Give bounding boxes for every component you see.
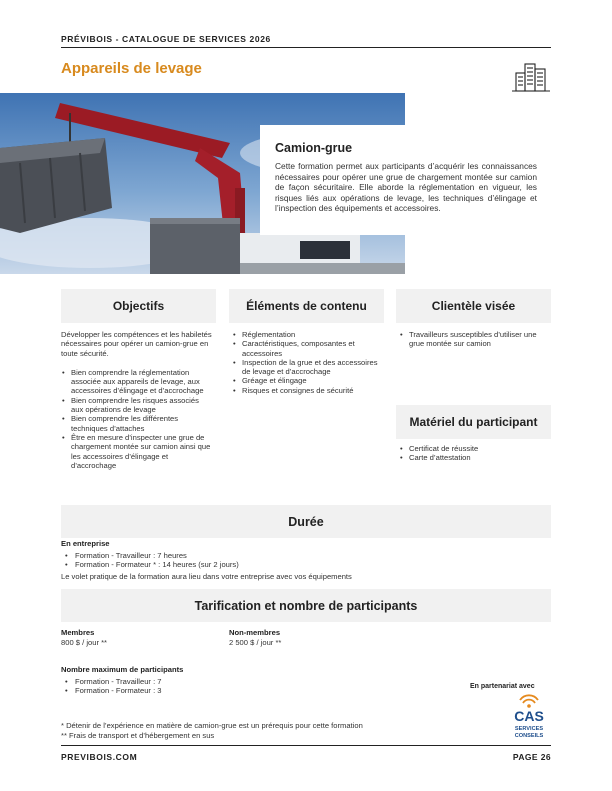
list-item: • Certificat de réussite <box>399 444 549 453</box>
contenu-block <box>232 330 382 395</box>
footnote-2: ** Frais de transport et d’hébergement en sus <box>61 731 215 740</box>
objectifs-heading: Objectifs <box>61 289 216 323</box>
website-link[interactable]: PREVIBOIS.COM <box>61 752 138 762</box>
intro-card <box>260 125 551 235</box>
list-item: • Bien comprendre la réglementation associée aux appareils de levage, aux accessoires d’élingage et d’accrochage <box>61 368 213 396</box>
duree-note: Le volet pratique de la formation aura lieu dans votre entreprise avec vos équipements <box>61 571 352 581</box>
objectifs-intro: Développer les compétences et les habiletés nécessaires pour opérer un camion-grue en toute sécurité. <box>61 330 212 358</box>
list-item: • Réglementation <box>232 330 382 339</box>
duree-subtitle: En entreprise <box>61 539 110 548</box>
svg-text:CONSEILS: CONSEILS <box>514 733 544 739</box>
svg-text:SERVICES: SERVICES <box>514 726 544 732</box>
members-price <box>61 628 211 647</box>
duree-block <box>61 539 551 581</box>
list-item: • Travailleurs susceptibles d’utiliser une grue montée sur camion <box>399 330 549 349</box>
footnote-1: * Détenir de l’expérience en matière de camion-grue est un prérequis pour cette formation <box>61 721 363 730</box>
nonmembers-label: Non-membres <box>229 628 281 637</box>
materiel-block <box>399 444 549 463</box>
svg-text:CAS: CAS <box>514 708 544 724</box>
list-item: • Être en mesure d’inspecter une grue de chargement montée sur camion ainsi que les accessoires d’élingage et d’accrochage <box>61 433 213 470</box>
list-item: • Formation - Travailleur : 7 heures <box>61 551 551 561</box>
members-label: Membres <box>61 628 95 637</box>
clientele-heading: Clientèle visée <box>396 289 551 323</box>
course-description: Cette formation permet aux participants d’acquérir les connaissances nécessaires pour opérer une grue de chargement montée sur camion de façon sécuritaire. Elle aborde la réglementation en vigueur, les risques liés aux opérations de levage, les techniques d’élingage et l’inspection des équipements et accessoires. <box>275 161 537 214</box>
cas-services-conseils-logo <box>505 694 553 740</box>
header-rule <box>61 47 551 48</box>
page-number: PAGE 26 <box>512 752 551 762</box>
clientele-block <box>399 330 549 349</box>
section-title: Appareils de levage <box>61 60 202 77</box>
list-item: • Formation - Formateur * : 14 heures (sur 2 jours) <box>61 560 551 570</box>
nonmembers-price <box>229 628 379 647</box>
nonmembers-value: 2 500 $ / jour ** <box>229 637 282 647</box>
max-participants-label: Nombre maximum de participants <box>61 665 184 674</box>
duree-heading: Durée <box>61 505 551 538</box>
document-header: PRÉVIBOIS - CATALOGUE DE SERVICES 2026 <box>61 34 271 44</box>
list-item: • Caractéristiques, composantes et accessoires <box>232 339 382 358</box>
buildings-icon <box>511 60 551 93</box>
objectifs-block <box>61 330 213 470</box>
list-item: • Risques et consignes de sécurité <box>232 386 382 395</box>
list-item: • Inspection de la grue et des accessoires de levage et d’accrochage <box>232 358 382 377</box>
materiel-heading: Matériel du participant <box>396 405 551 439</box>
tarif-heading: Tarification et nombre de participants <box>61 589 551 622</box>
members-value: 800 $ / jour ** <box>61 637 108 647</box>
contenu-heading: Éléments de contenu <box>229 289 384 323</box>
list-item: • Carte d’attestation <box>399 453 549 462</box>
partner-label: En partenariat avec <box>470 683 535 690</box>
list-item: • Bien comprendre les différentes techniques d’attaches <box>61 414 213 433</box>
list-item: • Formation - Formateur : 3 <box>61 686 311 696</box>
footer-rule <box>61 745 551 746</box>
max-participants-block <box>61 665 311 696</box>
list-item: • Gréage et élingage <box>232 376 382 385</box>
list-item: • Bien comprendre les risques associés aux opérations de levage <box>61 396 213 415</box>
course-title: Camion-grue <box>275 141 353 155</box>
list-item: • Formation - Travailleur : 7 <box>61 677 311 687</box>
